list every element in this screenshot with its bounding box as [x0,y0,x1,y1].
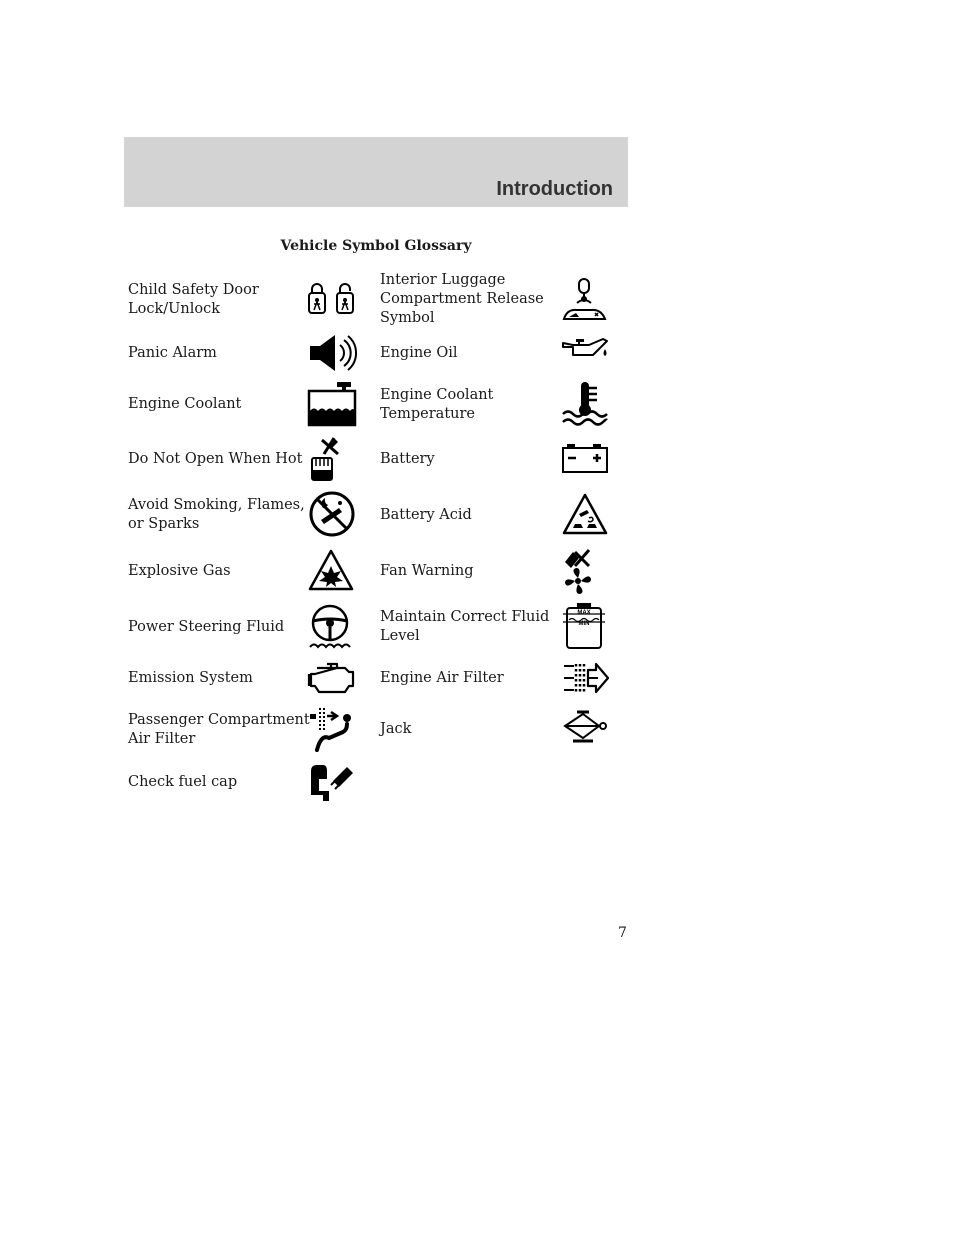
power-steering-fluid-icon [308,603,354,651]
section-title: Introduction [496,178,613,200]
fuel-cap-icon [307,761,357,803]
section-header [124,137,628,207]
engine-emission-icon [307,660,357,696]
engine-air-filter-icon [562,660,610,696]
entry-label: Do Not Open When Hot [128,451,303,467]
oil-can-icon [561,335,609,365]
entry-label: Interior Luggage Compartment Release Symbol [380,272,544,326]
hot-reservoir-icon [308,436,354,482]
entry-label: Child Safety Door Lock/Unlock [128,282,259,317]
entry-label: Jack [380,721,412,737]
cabin-air-filter-icon [307,704,355,752]
speaker-alarm-icon [307,332,357,374]
battery-icon [561,442,609,474]
entry-label: Fan Warning [380,563,474,579]
entry-label: Engine Coolant [128,396,242,412]
entry-label: Power Steering Fluid [128,619,285,635]
entry-label: Panic Alarm [128,345,217,361]
entry-label: Engine Oil [380,345,458,361]
entry-label: Explosive Gas [128,563,231,579]
fluid-level-icon [561,602,609,650]
fan-warning-icon [561,548,595,594]
entry-label: Battery [380,451,435,467]
entry-label: Engine Air Filter [380,670,504,686]
battery-acid-warning-icon [561,492,609,536]
entry-label: Emission System [128,670,253,686]
coolant-reservoir-icon [307,381,357,427]
no-smoking-icon [307,490,357,538]
page-number: 7 [618,925,627,941]
trunk-release-icon [561,277,609,323]
coolant-temperature-icon [561,380,609,428]
entry-label: Passenger Compartment Air Filter [128,712,310,747]
entry-label: Engine Coolant Temperature [380,387,494,422]
min-label: MIN [578,621,590,627]
entry-label: Maintain Correct Fluid Level [380,609,550,644]
explosive-gas-icon [307,548,355,592]
glossary-title: Vehicle Symbol Glossary [280,238,472,254]
entry-label: Check fuel cap [128,774,238,790]
max-label: MAX [577,610,591,616]
child-safety-lock-icon [306,282,358,316]
entry-label: Battery Acid [380,507,472,523]
entry-label: Avoid Smoking, Flames, or Sparks [128,497,305,532]
jack-icon [561,710,609,744]
